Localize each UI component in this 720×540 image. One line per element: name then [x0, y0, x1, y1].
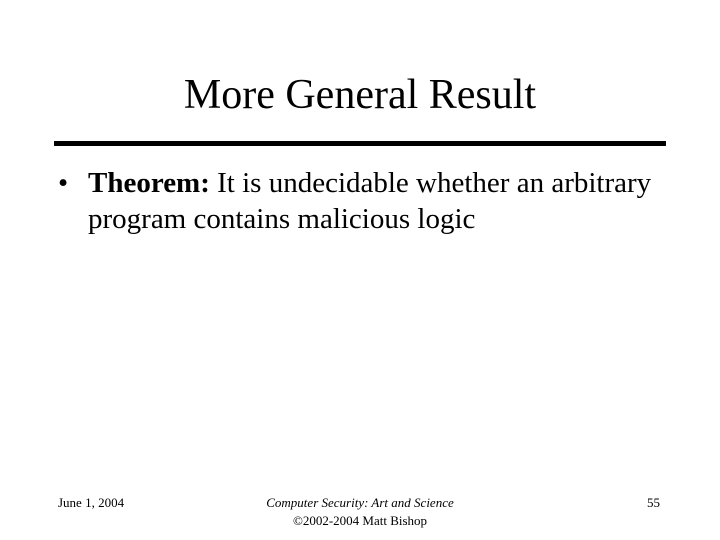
slide-title: More General Result	[183, 72, 537, 118]
theorem-label: Theorem:	[88, 167, 210, 199]
footer-page-number: 55	[647, 495, 660, 510]
bullet-dot-icon: •	[58, 167, 69, 199]
footer-date: June 1, 2004	[58, 495, 125, 510]
bullet-item	[58, 165, 678, 237]
title-divider	[54, 141, 666, 146]
bullet-text	[88, 165, 678, 237]
footer-citation	[210, 494, 510, 530]
footer-copyright: ©2002-2004 Matt Bishop	[292, 513, 428, 528]
theorem-statement: It is undecidable whether an arbitrary program contains malicious logic	[88, 167, 652, 235]
footer-book-title: Computer Security: Art and Science	[266, 495, 454, 510]
